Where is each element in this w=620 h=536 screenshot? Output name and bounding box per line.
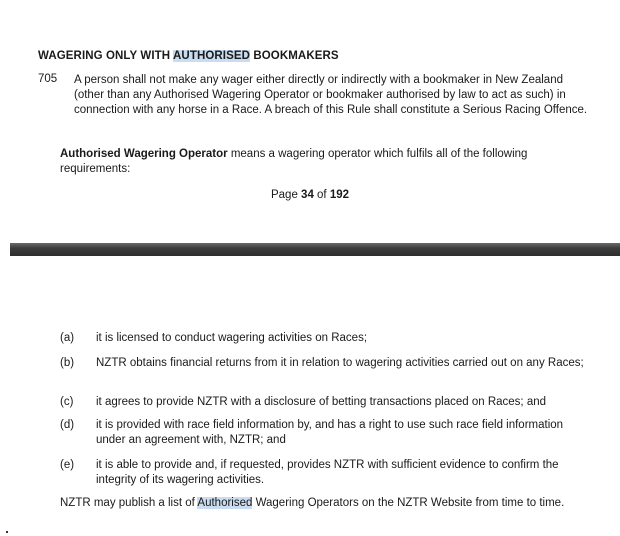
rule-text: A person shall not make any wager either directly or indirectly with a bookmaker in New Zealand (other than any Authorised Wagering Operator or bookmaker authorised by law to act as such) in connection with any horse in a Race. A breach of this Rule shall constitute a Serious Racing Offence.	[74, 74, 588, 116]
footer-note-pre: NZTR may publish a list of	[60, 497, 198, 509]
list-item-text: it is licensed to conduct wagering activities on Races;	[96, 332, 368, 344]
search-highlight: AUTHORISED	[173, 50, 251, 62]
page-indicator	[0, 189, 620, 201]
list-item-label: (a)	[60, 332, 75, 344]
list-item-label: (d)	[60, 419, 75, 431]
page-prefix: Page	[270, 189, 302, 201]
heading-text-post: BOOKMAKERS	[250, 50, 339, 62]
page-break-divider	[10, 243, 620, 256]
definition-text: means a wagering operator which fulfils all of the following requirements:	[60, 148, 528, 175]
page-current: 34	[301, 189, 314, 201]
search-highlight: Authorised	[197, 497, 253, 509]
list-item-label: (c)	[60, 396, 74, 408]
list-item-label: (b)	[60, 357, 75, 369]
page-of: of	[313, 189, 330, 201]
footer-note-post: Wagering Operators on the NZTR Website from time to time.	[252, 497, 565, 509]
heading-text-pre: WAGERING ONLY WITH	[38, 50, 174, 62]
list-item-text: it agrees to provide NZTR with a disclosure of betting transactions placed on Races; and	[96, 396, 547, 408]
list-item-text: it is provided with race field information by, and has a right to use such race field information under an agreement with, NZTR; and	[96, 419, 564, 446]
stray-mark	[6, 531, 8, 533]
list-item-text: NZTR obtains financial returns from it in relation to wagering activities carried out on any Races;	[96, 357, 584, 369]
section-heading	[38, 50, 339, 62]
rule-number: 705	[38, 73, 58, 85]
definition-paragraph	[60, 147, 560, 177]
definition-term: Authorised Wagering Operator	[60, 148, 228, 160]
list-item-text: it is able to provide and, if requested, provides NZTR with sufficient evidence to confirm the integrity of its wagering activities.	[96, 459, 559, 486]
page-total: 192	[329, 189, 350, 201]
footer-note	[60, 497, 564, 509]
list-item-label: (e)	[60, 459, 75, 471]
